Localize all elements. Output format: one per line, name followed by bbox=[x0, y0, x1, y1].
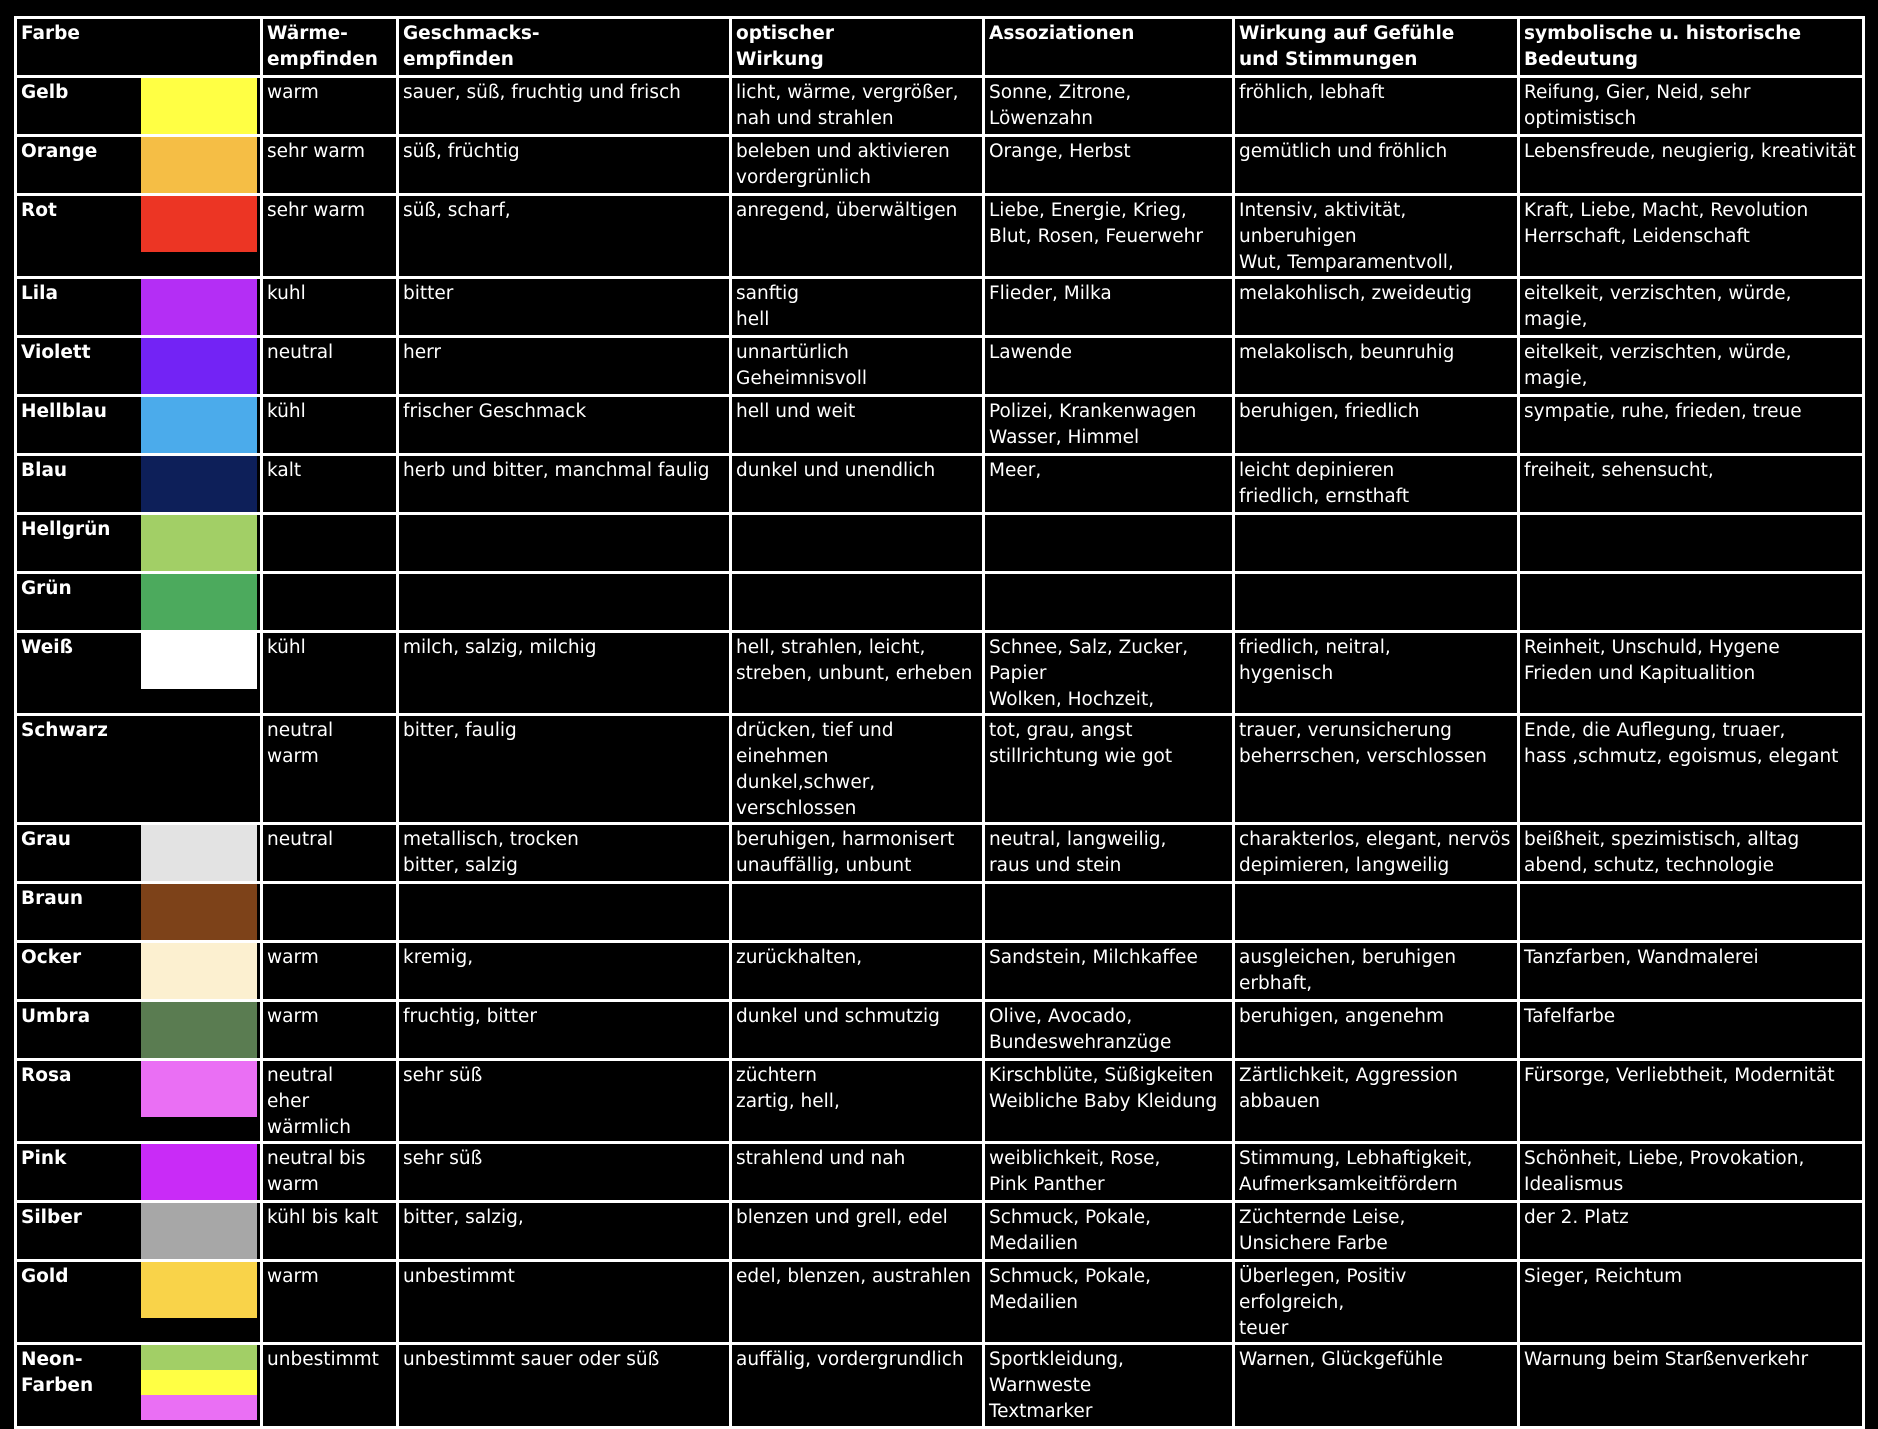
color-swatch-cell bbox=[140, 632, 262, 715]
color-swatch-cell bbox=[140, 396, 262, 455]
cell-assoziationen: Liebe, Energie, Krieg, Blut, Rosen, Feuerwehr bbox=[984, 195, 1234, 278]
cell-assoziationen: Meer, bbox=[984, 455, 1234, 514]
header-geschmack: Geschmacks- empfinden bbox=[398, 18, 731, 77]
cell-optisch bbox=[731, 573, 984, 632]
color-swatch-cell bbox=[140, 77, 262, 136]
cell-symbolisch: beißheit, spezimistisch, alltag abend, schutz, technologie bbox=[1519, 824, 1864, 883]
cell-symbolisch: freiheit, sehensucht, bbox=[1519, 455, 1864, 514]
cell-geschmack: sehr süß bbox=[398, 1143, 731, 1202]
color-name-cell: Violett bbox=[16, 337, 140, 396]
color-swatch-cell bbox=[140, 278, 262, 337]
cell-optisch: blenzen und grell, edel bbox=[731, 1202, 984, 1261]
cell-assoziationen: Sportkleidung, Warnweste Textmarker bbox=[984, 1344, 1234, 1428]
cell-symbolisch: Reifung, Gier, Neid, sehr optimistisch bbox=[1519, 77, 1864, 136]
color-meaning-table bbox=[14, 16, 1865, 1429]
cell-waerme: sehr warm bbox=[262, 136, 398, 195]
cell-optisch: sanftig hell bbox=[731, 278, 984, 337]
cell-geschmack: metallisch, trocken bitter, salzig bbox=[398, 824, 731, 883]
cell-geschmack: herb und bitter, manchmal faulig bbox=[398, 455, 731, 514]
cell-assoziationen: Schmuck, Pokale, Medailien bbox=[984, 1202, 1234, 1261]
color-swatch-cell bbox=[140, 573, 262, 632]
color-name-cell: Braun bbox=[16, 883, 140, 942]
color-swatch-cell bbox=[140, 1001, 262, 1060]
cell-wirkung: leicht depinieren friedlich, ernsthaft bbox=[1234, 455, 1519, 514]
cell-assoziationen: Kirschblüte, Süßigkeiten Weibliche Baby Kleidung bbox=[984, 1060, 1234, 1143]
table-row bbox=[16, 1344, 1864, 1428]
cell-waerme: warm bbox=[262, 77, 398, 136]
cell-geschmack: fruchtig, bitter bbox=[398, 1001, 731, 1060]
table-row bbox=[16, 883, 1864, 942]
color-swatch-cell bbox=[140, 824, 262, 883]
color-name-cell: Rosa bbox=[16, 1060, 140, 1143]
color-swatch-cell bbox=[140, 195, 262, 278]
color-swatch bbox=[141, 1002, 257, 1058]
cell-waerme: neutral bbox=[262, 824, 398, 883]
table-row bbox=[16, 632, 1864, 715]
cell-symbolisch: Sieger, Reichtum bbox=[1519, 1261, 1864, 1344]
header-wirkung: Wirkung auf Gefühle und Stimmungen bbox=[1234, 18, 1519, 77]
cell-waerme: kühl bis kalt bbox=[262, 1202, 398, 1261]
table-body bbox=[16, 77, 1864, 1428]
color-swatch-cell bbox=[140, 1344, 262, 1428]
cell-wirkung: Zärtlichkeit, Aggression abbauen bbox=[1234, 1060, 1519, 1143]
cell-waerme: neutral eher wärmlich bbox=[262, 1060, 398, 1143]
color-swatch bbox=[141, 633, 257, 689]
cell-geschmack: unbestimmt sauer oder süß bbox=[398, 1344, 731, 1428]
color-swatch bbox=[141, 1203, 257, 1259]
color-swatch bbox=[141, 137, 257, 193]
cell-assoziationen: tot, grau, angst stillrichtung wie got bbox=[984, 715, 1234, 824]
cell-wirkung: ausgleichen, beruhigen erbhaft, bbox=[1234, 942, 1519, 1001]
table-row bbox=[16, 337, 1864, 396]
color-name-cell: Weiß bbox=[16, 632, 140, 715]
cell-optisch: strahlend und nah bbox=[731, 1143, 984, 1202]
header-optisch: optischer Wirkung bbox=[731, 18, 984, 77]
cell-symbolisch bbox=[1519, 573, 1864, 632]
cell-geschmack: süß, scharf, bbox=[398, 195, 731, 278]
cell-wirkung: Züchternde Leise, Unsichere Farbe bbox=[1234, 1202, 1519, 1261]
cell-wirkung: beruhigen, angenehm bbox=[1234, 1001, 1519, 1060]
table-row bbox=[16, 824, 1864, 883]
cell-wirkung: beruhigen, friedlich bbox=[1234, 396, 1519, 455]
table-row bbox=[16, 1143, 1864, 1202]
table-row bbox=[16, 396, 1864, 455]
cell-geschmack: herr bbox=[398, 337, 731, 396]
cell-geschmack: bitter, salzig, bbox=[398, 1202, 731, 1261]
color-name-cell: Grün bbox=[16, 573, 140, 632]
cell-waerme: warm bbox=[262, 942, 398, 1001]
cell-optisch: beleben und aktivieren vordergrünlich bbox=[731, 136, 984, 195]
color-swatch bbox=[141, 338, 257, 394]
cell-optisch bbox=[731, 514, 984, 573]
cell-optisch: drücken, tief und einehmen dunkel,schwer, verschlossen bbox=[731, 715, 984, 824]
cell-assoziationen: Lawende bbox=[984, 337, 1234, 396]
color-swatch-cell bbox=[140, 455, 262, 514]
color-swatch bbox=[141, 1395, 257, 1420]
cell-waerme: neutral bbox=[262, 337, 398, 396]
color-name-cell: Ocker bbox=[16, 942, 140, 1001]
color-name-cell: Grau bbox=[16, 824, 140, 883]
cell-assoziationen: Sonne, Zitrone, Löwenzahn bbox=[984, 77, 1234, 136]
cell-assoziationen: Schnee, Salz, Zucker, Papier Wolken, Hochzeit, bbox=[984, 632, 1234, 715]
color-name-cell: Gold bbox=[16, 1261, 140, 1344]
cell-wirkung: charakterlos, elegant, nervös depimieren, langweilig bbox=[1234, 824, 1519, 883]
color-swatch-cell bbox=[140, 942, 262, 1001]
cell-wirkung bbox=[1234, 883, 1519, 942]
table-row bbox=[16, 1261, 1864, 1344]
cell-waerme bbox=[262, 573, 398, 632]
cell-assoziationen: Schmuck, Pokale, Medailien bbox=[984, 1261, 1234, 1344]
cell-geschmack: sauer, süß, fruchtig und frisch bbox=[398, 77, 731, 136]
table-row bbox=[16, 514, 1864, 573]
color-swatch-cell bbox=[140, 514, 262, 573]
cell-optisch: hell und weit bbox=[731, 396, 984, 455]
cell-optisch: dunkel und unendlich bbox=[731, 455, 984, 514]
cell-symbolisch: Warnung beim Starßenverkehr bbox=[1519, 1344, 1864, 1428]
cell-optisch: beruhigen, harmonisert unauffällig, unbunt bbox=[731, 824, 984, 883]
color-swatch bbox=[141, 943, 257, 999]
color-swatch bbox=[141, 1144, 257, 1200]
color-swatch-cell bbox=[140, 1060, 262, 1143]
color-swatch bbox=[141, 574, 257, 630]
header-farbe: Farbe bbox=[16, 18, 140, 77]
table-row bbox=[16, 77, 1864, 136]
cell-wirkung: Stimmung, Lebhaftigkeit, Aufmerksamkeitfördern bbox=[1234, 1143, 1519, 1202]
cell-geschmack: kremig, bbox=[398, 942, 731, 1001]
color-swatch-cell bbox=[140, 1143, 262, 1202]
cell-symbolisch: Ende, die Auflegung, truaer, hass ,schmutz, egoismus, elegant bbox=[1519, 715, 1864, 824]
cell-wirkung: trauer, verunsicherung beherrschen, verschlossen bbox=[1234, 715, 1519, 824]
header-symbolisch: symbolische u. historische Bedeutung bbox=[1519, 18, 1864, 77]
cell-waerme: warm bbox=[262, 1261, 398, 1344]
cell-optisch: edel, blenzen, austrahlen bbox=[731, 1261, 984, 1344]
color-swatch bbox=[141, 1061, 257, 1117]
color-swatch bbox=[141, 884, 257, 940]
cell-symbolisch: der 2. Platz bbox=[1519, 1202, 1864, 1261]
table-header-row bbox=[16, 18, 1864, 77]
cell-optisch: unnartürlich Geheimnisvoll bbox=[731, 337, 984, 396]
color-name-cell: Orange bbox=[16, 136, 140, 195]
cell-wirkung: melakolisch, beunruhig bbox=[1234, 337, 1519, 396]
color-swatch bbox=[141, 716, 257, 772]
cell-geschmack: milch, salzig, milchig bbox=[398, 632, 731, 715]
color-name-cell: Gelb bbox=[16, 77, 140, 136]
color-name-cell: Hellblau bbox=[16, 396, 140, 455]
cell-waerme: kuhl bbox=[262, 278, 398, 337]
cell-assoziationen: Sandstein, Milchkaffee bbox=[984, 942, 1234, 1001]
cell-wirkung: fröhlich, lebhaft bbox=[1234, 77, 1519, 136]
table-row bbox=[16, 942, 1864, 1001]
cell-assoziationen: Orange, Herbst bbox=[984, 136, 1234, 195]
cell-assoziationen: Flieder, Milka bbox=[984, 278, 1234, 337]
color-swatch-cell bbox=[140, 337, 262, 396]
cell-waerme: neutral warm bbox=[262, 715, 398, 824]
color-name-cell: Schwarz bbox=[16, 715, 140, 824]
color-name-cell: Rot bbox=[16, 195, 140, 278]
cell-waerme: warm bbox=[262, 1001, 398, 1060]
table-row bbox=[16, 455, 1864, 514]
table-row bbox=[16, 195, 1864, 278]
color-swatch bbox=[141, 78, 257, 134]
color-name-cell: Umbra bbox=[16, 1001, 140, 1060]
cell-geschmack: bitter bbox=[398, 278, 731, 337]
cell-symbolisch: sympatie, ruhe, frieden, treue bbox=[1519, 396, 1864, 455]
cell-wirkung bbox=[1234, 514, 1519, 573]
cell-waerme: unbestimmt bbox=[262, 1344, 398, 1428]
color-table-container bbox=[14, 16, 1862, 1429]
color-swatch-cell bbox=[140, 136, 262, 195]
cell-assoziationen: Polizei, Krankenwagen Wasser, Himmel bbox=[984, 396, 1234, 455]
cell-waerme: kühl bbox=[262, 632, 398, 715]
cell-geschmack: bitter, faulig bbox=[398, 715, 731, 824]
cell-optisch: auffälig, vordergrundlich bbox=[731, 1344, 984, 1428]
cell-symbolisch: eitelkeit, verzischten, würde, magie, bbox=[1519, 278, 1864, 337]
table-row bbox=[16, 1001, 1864, 1060]
cell-symbolisch: Tanzfarben, Wandmalerei bbox=[1519, 942, 1864, 1001]
cell-waerme: kalt bbox=[262, 455, 398, 514]
color-name-cell: Neon-Farben bbox=[16, 1344, 140, 1428]
color-swatch bbox=[141, 1345, 257, 1370]
cell-geschmack: sehr süß bbox=[398, 1060, 731, 1143]
table-row bbox=[16, 278, 1864, 337]
cell-optisch: anregend, überwältigen bbox=[731, 195, 984, 278]
color-name-cell: Blau bbox=[16, 455, 140, 514]
color-name-cell: Silber bbox=[16, 1202, 140, 1261]
cell-optisch: licht, wärme, vergrößer, nah und strahlen bbox=[731, 77, 984, 136]
table-row bbox=[16, 573, 1864, 632]
color-swatch bbox=[141, 279, 257, 335]
color-swatch bbox=[141, 1262, 257, 1318]
cell-waerme: neutral bis warm bbox=[262, 1143, 398, 1202]
table-row bbox=[16, 136, 1864, 195]
cell-wirkung: gemütlich und fröhlich bbox=[1234, 136, 1519, 195]
cell-geschmack: frischer Geschmack bbox=[398, 396, 731, 455]
cell-wirkung: Warnen, Glückgefühle bbox=[1234, 1344, 1519, 1428]
color-swatch bbox=[141, 1370, 257, 1395]
cell-symbolisch: Lebensfreude, neugierig, kreativität bbox=[1519, 136, 1864, 195]
color-swatch bbox=[141, 515, 257, 571]
cell-waerme bbox=[262, 883, 398, 942]
cell-wirkung: Überlegen, Positiv erfolgreich, teuer bbox=[1234, 1261, 1519, 1344]
cell-assoziationen: Olive, Avocado, Bundeswehranzüge bbox=[984, 1001, 1234, 1060]
color-name-cell: Pink bbox=[16, 1143, 140, 1202]
cell-geschmack bbox=[398, 573, 731, 632]
color-swatch bbox=[141, 825, 257, 881]
header-assoziationen: Assoziationen bbox=[984, 18, 1234, 77]
header-waerme: Wärme- empfinden bbox=[262, 18, 398, 77]
color-swatch-cell bbox=[140, 883, 262, 942]
color-swatch-cell bbox=[140, 1261, 262, 1344]
color-swatch bbox=[141, 196, 257, 252]
cell-optisch: dunkel und schmutzig bbox=[731, 1001, 984, 1060]
cell-assoziationen bbox=[984, 514, 1234, 573]
table-row bbox=[16, 1060, 1864, 1143]
cell-optisch: hell, strahlen, leicht, streben, unbunt, erheben bbox=[731, 632, 984, 715]
cell-waerme: sehr warm bbox=[262, 195, 398, 278]
cell-assoziationen bbox=[984, 573, 1234, 632]
cell-assoziationen: weiblichkeit, Rose, Pink Panther bbox=[984, 1143, 1234, 1202]
cell-symbolisch: Fürsorge, Verliebtheit, Modernität bbox=[1519, 1060, 1864, 1143]
cell-wirkung: melakohlisch, zweideutig bbox=[1234, 278, 1519, 337]
table-row bbox=[16, 1202, 1864, 1261]
header-swatch-blank bbox=[140, 18, 262, 77]
table-row bbox=[16, 715, 1864, 824]
cell-optisch: zurückhalten, bbox=[731, 942, 984, 1001]
cell-optisch: züchtern zartig, hell, bbox=[731, 1060, 984, 1143]
cell-assoziationen: neutral, langweilig, raus und stein bbox=[984, 824, 1234, 883]
cell-symbolisch: Kraft, Liebe, Macht, Revolution Herrschaft, Leidenschaft bbox=[1519, 195, 1864, 278]
cell-geschmack: süß, früchtig bbox=[398, 136, 731, 195]
cell-symbolisch: Tafelfarbe bbox=[1519, 1001, 1864, 1060]
color-swatch bbox=[141, 397, 257, 453]
color-swatch bbox=[141, 456, 257, 512]
color-swatch-cell bbox=[140, 715, 262, 824]
cell-symbolisch: eitelkeit, verzischten, würde, magie, bbox=[1519, 337, 1864, 396]
cell-symbolisch bbox=[1519, 883, 1864, 942]
cell-symbolisch: Reinheit, Unschuld, Hygene Frieden und Kapitualition bbox=[1519, 632, 1864, 715]
cell-symbolisch: Schönheit, Liebe, Provokation, Idealismus bbox=[1519, 1143, 1864, 1202]
cell-geschmack bbox=[398, 514, 731, 573]
cell-optisch bbox=[731, 883, 984, 942]
cell-wirkung: Intensiv, aktivität, unberuhigen Wut, Temparamentvoll, bbox=[1234, 195, 1519, 278]
cell-waerme: kühl bbox=[262, 396, 398, 455]
cell-geschmack bbox=[398, 883, 731, 942]
cell-wirkung bbox=[1234, 573, 1519, 632]
cell-assoziationen bbox=[984, 883, 1234, 942]
cell-geschmack: unbestimmt bbox=[398, 1261, 731, 1344]
cell-symbolisch bbox=[1519, 514, 1864, 573]
color-name-cell: Hellgrün bbox=[16, 514, 140, 573]
color-name-cell: Lila bbox=[16, 278, 140, 337]
cell-wirkung: friedlich, neitral, hygenisch bbox=[1234, 632, 1519, 715]
cell-waerme bbox=[262, 514, 398, 573]
color-swatch-cell bbox=[140, 1202, 262, 1261]
